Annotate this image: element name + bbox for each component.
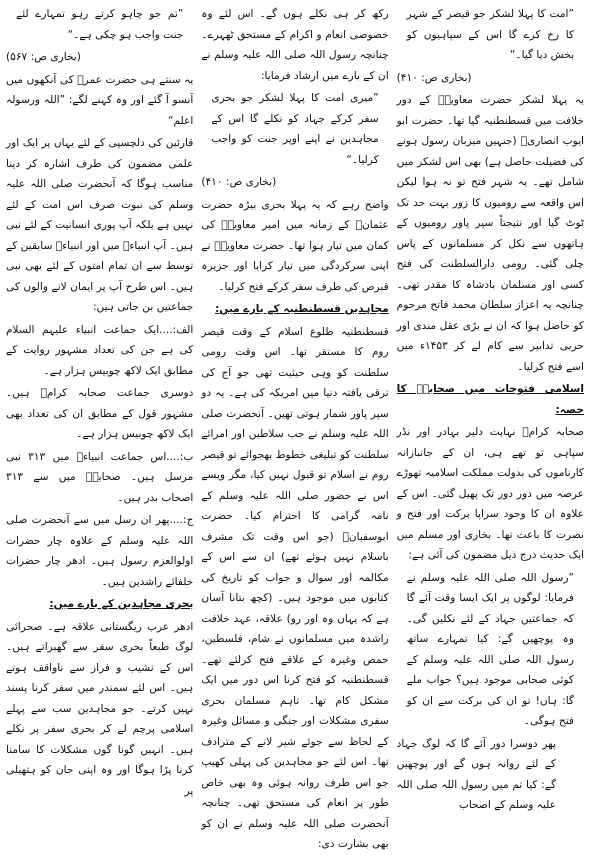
section-heading: مجاہدین قسطنطنیہ کے بارے میں: (215, 303, 389, 315)
reference (6, 47, 193, 68)
reference-text: (بخاری ص: ۵۶۷) (6, 51, 81, 63)
reference-text: (بخاری ص: ۴۱۰) (396, 71, 472, 84)
section-heading: اسلامی فتوحات میں صحابہؓ کا حصہ: (396, 383, 584, 416)
column-right (6, 4, 194, 797)
paragraph: یہ سنتے ہی حضرت عمرؓ کی آنکھوں میں آنسو آ گئے اور وہ کہنے لگے: ”اللہ ورسولہ اعلم“ (6, 73, 194, 127)
paragraph: قسطنطنیہ طلوع اسلام کے وقت قیصر روم کا مستقر تھا۔ اس وقت رومی سلطنت کو وہی حیثیت تھی جو آج کی ترقی یافتہ دنیا میں امریکہ کی ہے۔ یہ دو سپر پاور شمار ہوتی تھیں۔ آنحضرت صلی اللہ علیہ وسلم نے جب سلاطین اور امرائے سلطنت کو تبلیغی خطوط بھجوائے تو قیصر روم نے اسلام تو قبول نہیں کیا، مگر ویسے اس نے حضور صلی اللہ علیہ وسلم کے نامہ گرامی کا احترام کیا۔ حضرت ابوسفیانؓ (جو اس وقت تک مشرف باسلام نہیں ہوئے تھے) ان سے اس کے مکالمہ اور سوال و جواب کو تاریخ کی کتابوں میں موجود ہیں۔ (کچھ بتانا آسان ہے کہ یہاں وہ اور رو) علاقہ، عہد خلافت راشدہ میں مسلمانوں نے شام، فلسطین، حمص وغیرہ کے علاقے فتح کرلئے تھے۔ قسطنطنیہ کو فتح کرنا اس دور میں ایک مشکل کام تھا۔ تاہم مسلمان بحری سفری مشکلات اور جنگی و مسائل وغیرہ کے لحاظ سے جوئے شیر لانے کے مترادف تھا۔ اس لئے جو مجاہدین کی پہلی کھیپ جو اس طرف روانہ ہوئی وہ بھی خاص طور پر انعام کی مستحق تھی۔ چنانچہ آنحضرت صلی اللہ علیہ وسلم نے ان کو بھی بشارت دی: (201, 325, 389, 850)
paragraph: الف:....ایک جماعت انبیاء علیہم السلام کی ہے جن کی تعداد مشہور روایت کے مطابق ایک لاکھ چوبیس ہزار ہے۔ (6, 323, 194, 377)
paragraph: ج:....پھر ان رسل میں سے آنحضرت صلی اللہ علیہ وسلم کے علاوہ چار حضرات اولوالعزم رسول ہیں۔ ادھر چار حضرات خلفائے راشدین ہیں۔ (6, 514, 194, 588)
page-body (6, 4, 584, 850)
quote: ”تم جو چاہو کرتے رہو تمہارے لئے جنت واجب ہو چکی ہے۔“ (16, 8, 184, 41)
paragraph: رکھ کر ہی نکلے ہوں گے۔ اس لئے وہ خصوصی انعام و اکرام کے مستحق ٹھہرے۔ چنانچہ رسول اللہ صلی اللہ علیہ وسلم نے ان کے بارے میں ارشاد فرمایا: (201, 8, 389, 82)
paragraph: ادھر عرب ریگستانی علاقہ ہے۔ صحرائی لوگ طبعاً بحری سفر سے گھبراتے ہیں۔ اس کے نشیب و فراز سے ناواقف ہوتے ہیں۔ اس لئے سمندر میں سفر کرنا پسند نہیں کرتے۔ جو مجاہدین سب سے پہلے اسلامی پرچم لے کر بحری سفر پر نکلے ہیں۔ انہیں گونا گوں مشکلات کا سامنا کرنا پڑا ہوگا اور وہ اپنی جان کو ہتھیلی پر (6, 620, 194, 797)
column-middle (201, 4, 389, 850)
quote: ”امت کا پہلا لشکر جو قیصر کے شہر کا رخ کرے گا اس کے سپاہیوں کو بخش دیا گیا۔“ (406, 8, 574, 61)
reference (397, 68, 584, 89)
paragraph: دوسری جماعت صحابہ کرامؓ ہیں۔ مشہور قول کے مطابق ان کی تعداد بھی ایک لاکھ چوبیس ہزار ہے۔ (6, 387, 194, 440)
reference (201, 172, 388, 193)
column-left (396, 4, 584, 811)
paragraph: ب:....اس جماعت انبیاءؑ میں ۳۱۳ نبی مرسل ہیں۔ صحابہؓ میں سے ۳۱۳ اصحاب بدر ہیں۔ (6, 450, 194, 504)
paragraph: صحابہ کرامؓ نہایت دلیر بہادر اور نڈر سپاہی تو تھے ہی، ان کے جانبازانہ کارناموں کی بدولت مملکت اسلامیہ تھوڑے عرصہ میں دور دور تک پھیل گئی۔ اس کے علاوہ ان کا وجود سراپا برکت اور فتح و نصرت کا باعث تھا۔ بخاری اور مسلم میں ایک حدیث درج ذیل مضمون کی آئی ہے: (396, 426, 584, 561)
paragraph: واضح رہے کہ یہ پہلا بحری بیڑہ حضرت عثمانؓ کے زمانہ میں امیر معاویہؓ کی کمان میں تیار ہوا تھا۔ حضرت معاویہؓ نے اپنی سرکردگی میں تیار کرایا اور جزیرہ قبرص کی طرف سفر کرکے فتح کرلیا۔ (201, 198, 389, 293)
section-heading: بحری مجاہدین کے بارے میں: (49, 598, 194, 610)
paragraph: یہ پہلا لشکر حضرت معاویہؓ کے دور خلافت میں قسطنطنیہ گیا تھا۔ حضرت ابو ایوب انصاریؓ (جنہیں میزبان رسول ہونے کی فضیلت حاصل ہے) بھی اس لشکر میں شامل تھے۔ یہ شہر فتح تو نہ ہوا لیکن اس واقعہ سے رومیوں کا زور بہت حد تک ٹوٹ گیا اور نتیجتاً سپر پاور رومیوں کے ہاتھوں سے نکل کر مسلمانوں کے پاس چلی گئی۔ رومی دارالسلطنت کی فتح کسی اور مسلمان بادشاہ کا مقدر تھی۔ چنانچہ یہ اعزاز سلطان محمد فاتح مرحوم کو حاصل ہوا کہ ان نے بڑی عقل مندی اور حربی تدابیر سے کام لے کر ۱۴۵۳ء میں اسے فتح کرلیا۔ (396, 94, 584, 373)
reference-text: (بخاری ص: ۴۱۰) (201, 176, 277, 188)
paragraph: پھر دوسرا دور آئے گا کہ لوگ جہاد کے لئے روانہ ہوں گے اور پوچھیں گے: کیا تم میں رسول اللہ صلی اللہ علیہ وسلم کے اصحاب (396, 737, 556, 811)
quote: ”میری امت کا پہلا لشکر جو بحری سفر کرکے جہاد کو نکلے گا اس کے مجاہدین نے اپنے اوپر جنت کو واجب کرلیا۔“ (211, 92, 379, 166)
quote: ”رسول اللہ صلی اللہ علیہ وسلم نے فرمایا: لوگوں پر ایک ایسا وقت آئے گا کہ جماعتیں جہاد کے لئے نکلیں گی۔ وہ پوچھیں گے: کیا تمہارے ساتھ رسول اللہ صلی اللہ علیہ وسلم کے کوئی صحابی موجود ہیں؟ جواب ملے گا: ہاں! تو ان کی برکت سے ان کو فتح ہوگی۔ (406, 571, 574, 727)
paragraph: قارئین کی دلچسپی کے لئے یہاں پر ایک اور علمی مضمون کی طرف اشارہ کر دینا مناسب ہوگا کہ آنحضرت صلی اللہ علیہ وسلم کی نبوت صرف اس امت کے لئے نہیں ہے بلکہ آپ پوری انسانیت کے لئے نبی ہیں۔ آپ انبیاءؑ میں اور انبیاءؑ سابقین کے توسط سے ان تمام امتوں کے لئے بھی نبی ہیں۔ اس طرح آپ پر ایمان لانے والوں کی جماعتیں بن جاتی ہیں: (6, 137, 194, 313)
